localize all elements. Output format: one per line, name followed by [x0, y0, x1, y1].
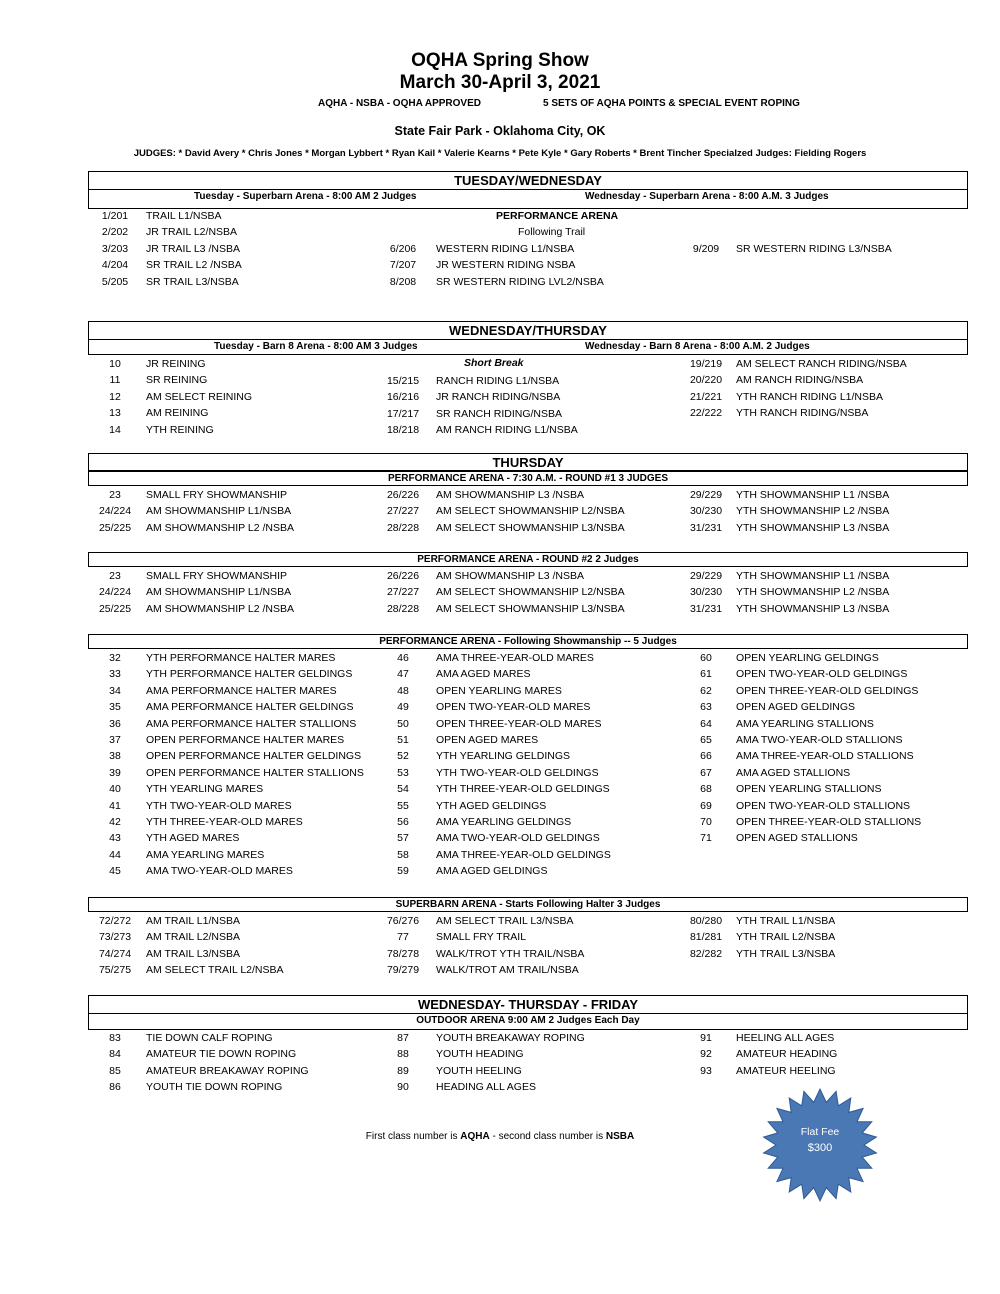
class-number: 29/229 [689, 489, 723, 501]
class-number: 21/221 [689, 390, 723, 403]
class-number: 31/231 [689, 521, 723, 534]
class-name: YTH TRAIL L1/NSBA [736, 915, 836, 927]
class-row [0, 830, 1000, 846]
class-number: 93 [700, 1064, 712, 1077]
round2-header: PERFORMANCE ARENA - ROUND #2 2 Judges [88, 552, 968, 567]
class-number: 27/227 [386, 586, 420, 599]
class-number: 46 [397, 652, 409, 664]
class-number: 30/230 [689, 505, 723, 518]
subheader-left: Tuesday - Barn 8 Arena - 8:00 AM 3 Judges [214, 341, 418, 352]
class-name: OPEN TWO-YEAR-OLD STALLIONS [736, 799, 911, 812]
class-number: 74/274 [98, 947, 132, 960]
class-name: OPEN YEARLING GELDINGS [736, 652, 879, 664]
class-number: 62 [700, 684, 712, 697]
class-number: 88 [397, 1048, 409, 1061]
class-row [0, 356, 1000, 372]
class-number: 11 [109, 374, 121, 387]
section-subheader [89, 340, 967, 355]
class-number: 55 [397, 799, 409, 812]
class-name: YTH AGED MARES [146, 832, 240, 845]
class-number: 73/273 [98, 931, 132, 944]
class-row [0, 1046, 1000, 1062]
section-title: WEDNESDAY/THURSDAY [89, 322, 967, 340]
class-name: OPEN YEARLING STALLIONS [736, 783, 882, 796]
class-row [0, 274, 1000, 290]
badge-line2: $300 [807, 1142, 833, 1154]
class-name: AM SHOWMANSHIP L2 /NSBA [146, 521, 295, 534]
class-number: 16/216 [386, 391, 420, 404]
class-number: 13 [109, 407, 121, 420]
class-number: 80/280 [689, 915, 723, 927]
class-number: 87 [397, 1032, 409, 1044]
class-name: YTH SHOWMANSHIP L2 /NSBA [736, 505, 890, 518]
section-tuesday-wednesday [88, 171, 968, 209]
class-name: YOUTH HEADING [436, 1048, 524, 1061]
class-name: YTH TRAIL L2/NSBA [736, 931, 836, 944]
class-name: AMATEUR HEELING [736, 1064, 836, 1077]
class-number: 53 [397, 766, 409, 779]
class-number: 44 [109, 848, 121, 861]
class-row [0, 422, 1000, 438]
class-name: WALK/TROT AM TRAIL/NSBA [436, 964, 579, 977]
class-name: AMA THREE-YEAR-OLD GELDINGS [436, 848, 611, 861]
class-number: 57 [397, 832, 409, 845]
class-number: 18/218 [386, 424, 420, 437]
class-number: 23 [109, 570, 121, 582]
section-wednesday-thursday [88, 321, 968, 355]
class-number: 38 [109, 750, 121, 763]
class-number: 67 [700, 766, 712, 779]
class-number: 79/279 [386, 964, 420, 977]
class-row [0, 487, 1000, 503]
class-name: AM SELECT SHOWMANSHIP L3/NSBA [436, 521, 625, 534]
class-row [0, 568, 1000, 584]
class-name: YTH RANCH RIDING L1/NSBA [736, 390, 884, 403]
judges-list: JUDGES: * David Avery * Chris Jones * Morgan Lybbert * Ryan Kail * Valerie Kearns * Pete Kyle * Gary Roberts * Brent Tincher Specialzed Judges: Fielding Rogers [133, 148, 867, 159]
class-number: 85 [109, 1064, 121, 1077]
class-row [0, 1063, 1000, 1079]
class-name: AMA YEARLING MARES [146, 848, 265, 861]
class-number: 6/206 [389, 243, 417, 255]
class-name: YTH SHOWMANSHIP L1 /NSBA [736, 489, 890, 501]
class-number: 12 [109, 390, 121, 403]
class-number: 83 [109, 1032, 121, 1044]
class-name: AMA AGED GELDINGS [436, 865, 548, 878]
class-name: OPEN YEARLING MARES [436, 684, 562, 697]
class-name: AMA AGED STALLIONS [736, 766, 851, 779]
class-name: OPEN PERFORMANCE HALTER GELDINGS [146, 750, 362, 763]
points-note: 5 SETS OF AQHA POINTS & SPECIAL EVENT ROPING [543, 98, 800, 109]
class-name: AM SHOWMANSHIP L3 /NSBA [436, 570, 585, 582]
class-number: 33 [109, 668, 121, 681]
class-name: HEELING ALL AGES [736, 1032, 835, 1044]
class-name: YTH SHOWMANSHIP L2 /NSBA [736, 586, 890, 599]
class-number: 19/219 [689, 358, 723, 370]
class-name: AM REINING [146, 407, 209, 420]
show-dates: March 30-April 3, 2021 [399, 72, 601, 93]
class-name: AM SELECT RANCH RIDING/NSBA [736, 358, 907, 370]
class-name: YTH TWO-YEAR-OLD GELDINGS [436, 766, 599, 779]
class-name: JR REINING [146, 358, 206, 370]
short-break-note: Short Break [464, 357, 524, 369]
class-number: 50 [397, 717, 409, 730]
class-name: JR TRAIL L2/NSBA [146, 226, 238, 239]
class-name: JR TRAIL L3 /NSBA [146, 242, 240, 255]
section-title: TUESDAY/WEDNESDAY [89, 172, 967, 190]
class-number: 29/229 [689, 570, 723, 582]
subheader-right: Wednesday - Barn 8 Arena - 8:00 A.M. 2 Judges [585, 341, 810, 352]
class-name: SR WESTERN RIDING L3/NSBA [736, 243, 892, 255]
class-number: 68 [700, 783, 712, 796]
class-name: AMATEUR BREAKAWAY ROPING [146, 1064, 309, 1077]
class-row [0, 503, 1000, 519]
class-name: AMA TWO-YEAR-OLD STALLIONS [736, 734, 903, 746]
class-name: YOUTH TIE DOWN ROPING [146, 1081, 283, 1094]
class-row [0, 372, 1000, 388]
badge-line1: Flat Fee [800, 1126, 840, 1138]
class-name: RANCH RIDING L1/NSBA [436, 375, 560, 387]
note-mid: - second class number is [489, 1131, 606, 1142]
class-name: YOUTH BREAKAWAY ROPING [436, 1032, 585, 1044]
class-number: 1/201 [101, 210, 129, 222]
class-name: JR WESTERN RIDING NSBA [436, 259, 576, 272]
note-nsba: NSBA [605, 1131, 635, 1142]
class-row [0, 929, 1000, 945]
class-row [0, 257, 1000, 273]
class-name: YTH PERFORMANCE HALTER MARES [146, 652, 336, 664]
class-row [0, 765, 1000, 781]
class-number: 28/228 [386, 602, 420, 615]
class-name: AM SHOWMANSHIP L1/NSBA [146, 505, 292, 518]
class-name: YTH THREE-YEAR-OLD GELDINGS [436, 783, 610, 796]
class-name: YTH YEARLING MARES [146, 783, 264, 796]
class-name: YTH TRAIL L3/NSBA [736, 947, 836, 960]
class-row [0, 781, 1000, 797]
class-row [0, 584, 1000, 600]
class-number: 14 [109, 423, 121, 436]
class-row [0, 913, 1000, 929]
class-number: 27/227 [386, 505, 420, 518]
class-name: AM TRAIL L2/NSBA [146, 931, 240, 944]
class-number: 84 [109, 1048, 121, 1061]
note-aqha: AQHA [460, 1131, 490, 1142]
class-number: 17/217 [386, 407, 420, 420]
class-number: 41 [109, 799, 121, 812]
class-number: 23 [109, 489, 121, 501]
class-number: 8/208 [389, 275, 417, 288]
class-row [0, 946, 1000, 962]
class-row [0, 601, 1000, 617]
class-name: AMA TWO-YEAR-OLD GELDINGS [436, 832, 600, 845]
class-name: AM RANCH RIDING L1/NSBA [436, 424, 578, 437]
class-number: 66 [700, 750, 712, 763]
class-number: 60 [700, 652, 712, 664]
class-row [0, 405, 1000, 421]
class-number: 30/230 [689, 586, 723, 599]
class-number: 90 [397, 1081, 409, 1094]
class-name: OPEN THREE-YEAR-OLD GELDINGS [736, 684, 919, 697]
class-number: 65 [700, 734, 712, 746]
class-name: TRAIL L1/NSBA [146, 210, 222, 222]
class-number: 22/222 [689, 407, 723, 420]
class-number: 4/204 [101, 259, 129, 272]
class-number: 5/205 [101, 275, 129, 288]
class-name: OPEN THREE-YEAR-OLD MARES [436, 717, 602, 730]
class-number: 51 [397, 734, 409, 746]
class-number: 26/226 [386, 489, 420, 501]
class-number: 82/282 [689, 947, 723, 960]
class-name: SR REINING [146, 374, 208, 387]
class-name: SR TRAIL L2 /NSBA [146, 259, 242, 272]
class-name: SR WESTERN RIDING LVL2/NSBA [436, 275, 604, 288]
class-row [0, 699, 1000, 715]
class-row [0, 732, 1000, 748]
class-row [0, 241, 1000, 257]
class-name: AMA YEARLING STALLIONS [736, 717, 874, 730]
class-name: AM SELECT SHOWMANSHIP L2/NSBA [436, 586, 625, 599]
superbarn-header: SUPERBARN ARENA - Starts Following Halter 3 Judges [88, 897, 968, 912]
class-row [0, 208, 1000, 224]
section-thursday [88, 453, 968, 471]
class-name: YOUTH HEELING [436, 1064, 522, 1077]
class-number: 76/276 [386, 915, 420, 927]
class-name: AMA TWO-YEAR-OLD MARES [146, 865, 293, 878]
class-name: OPEN AGED GELDINGS [736, 701, 856, 714]
class-name: YTH YEARLING GELDINGS [436, 750, 571, 763]
class-number: 48 [397, 684, 409, 697]
class-number: 25/225 [98, 521, 132, 534]
approval-note: AQHA - NSBA - OQHA APPROVED [318, 98, 481, 109]
class-name: AMA PERFORMANCE HALTER GELDINGS [146, 701, 354, 714]
class-row [0, 863, 1000, 879]
class-number: 2/202 [101, 226, 129, 239]
class-name: YTH RANCH RIDING/NSBA [736, 407, 869, 420]
class-name: AMATEUR TIE DOWN ROPING [146, 1048, 297, 1061]
class-name: AM RANCH RIDING/NSBA [736, 374, 864, 387]
class-name: YTH PERFORMANCE HALTER GELDINGS [146, 668, 353, 681]
class-number: 89 [397, 1064, 409, 1077]
class-name: WALK/TROT YTH TRAIL/NSBA [436, 947, 585, 960]
class-name: AM SELECT TRAIL L2/NSBA [146, 964, 284, 977]
section-subheader: OUTDOOR ARENA 9:00 AM 2 Judges Each Day [416, 1015, 640, 1026]
class-name: YTH REINING [146, 423, 214, 436]
subheader-left: Tuesday - Superbarn Arena - 8:00 AM 2 Judges [194, 191, 417, 202]
class-row [0, 748, 1000, 764]
class-name: AM SELECT SHOWMANSHIP L3/NSBA [436, 602, 625, 615]
class-name: YTH TWO-YEAR-OLD MARES [146, 799, 292, 812]
note-pre: First class number is [365, 1131, 461, 1142]
class-name: OPEN TWO-YEAR-OLD GELDINGS [736, 668, 908, 681]
section-wed-thu-fri [88, 995, 968, 1030]
class-number: 49 [397, 701, 409, 714]
class-number: 56 [397, 816, 409, 828]
class-name: OPEN PERFORMANCE HALTER MARES [146, 734, 345, 746]
class-name: OPEN AGED MARES [436, 734, 539, 746]
class-number: 72/272 [98, 915, 132, 927]
class-number: 43 [109, 832, 121, 845]
class-number: 35 [109, 701, 121, 714]
class-row [0, 814, 1000, 830]
class-name: OPEN AGED STALLIONS [736, 832, 858, 845]
class-number: 25/225 [98, 602, 132, 615]
class-row [0, 666, 1000, 682]
class-name: OPEN PERFORMANCE HALTER STALLIONS [146, 766, 364, 779]
class-row [0, 683, 1000, 699]
round1-header: PERFORMANCE ARENA - 7:30 A.M. - ROUND #1 3 JUDGES [88, 471, 968, 486]
class-row [0, 520, 1000, 536]
class-number: 81/281 [689, 931, 723, 944]
class-name: AM SELECT REINING [146, 390, 252, 403]
class-name: OPEN TWO-YEAR-OLD MARES [436, 701, 591, 714]
class-name: AMA THREE-YEAR-OLD STALLIONS [736, 750, 914, 763]
class-number: 52 [397, 750, 409, 763]
class-number: 24/224 [98, 586, 132, 599]
class-name: HEADING ALL AGES [436, 1081, 536, 1094]
class-number: 63 [700, 701, 712, 714]
following-trail-note: Following Trail [518, 226, 586, 238]
class-number: 61 [700, 668, 712, 681]
class-name: JR RANCH RIDING/NSBA [436, 391, 561, 404]
class-name: AM SELECT SHOWMANSHIP L2/NSBA [436, 505, 625, 518]
class-number: 91 [700, 1032, 712, 1044]
class-number: 36 [109, 717, 121, 730]
class-name: YTH SHOWMANSHIP L3 /NSBA [736, 602, 890, 615]
class-name: AM SHOWMANSHIP L1/NSBA [146, 586, 292, 599]
class-number: 77 [397, 931, 409, 944]
class-number: 26/226 [386, 570, 420, 582]
performance-arena-heading: PERFORMANCE ARENA [496, 210, 619, 222]
class-number: 10 [109, 358, 121, 370]
class-number: 40 [109, 783, 121, 796]
class-number: 86 [109, 1081, 121, 1094]
class-name: YTH SHOWMANSHIP L1 /NSBA [736, 570, 890, 582]
class-name: AM TRAIL L1/NSBA [146, 915, 240, 927]
class-name: YTH AGED GELDINGS [436, 799, 547, 812]
class-row [0, 650, 1000, 666]
class-name: SR TRAIL L3/NSBA [146, 275, 239, 288]
class-name: AMA YEARLING GELDINGS [436, 816, 572, 828]
class-row [0, 389, 1000, 405]
class-number: 39 [109, 766, 121, 779]
class-number: 69 [700, 799, 712, 812]
venue: State Fair Park - Oklahoma City, OK [394, 124, 606, 138]
class-name: AMA THREE-YEAR-OLD MARES [436, 652, 594, 664]
class-name: SR RANCH RIDING/NSBA [436, 407, 563, 420]
class-number: 32 [109, 652, 121, 664]
class-number: 42 [109, 816, 121, 828]
class-row [0, 847, 1000, 863]
class-number: 92 [700, 1048, 712, 1061]
class-name: AMATEUR HEADING [736, 1048, 838, 1061]
subheader-right: Wednesday - Superbarn Arena - 8:00 A.M. 3 Judges [585, 191, 829, 202]
class-row [0, 224, 1000, 240]
class-number: 28/228 [386, 521, 420, 534]
class-number: 37 [109, 734, 121, 746]
class-name: YTH THREE-YEAR-OLD MARES [146, 816, 303, 828]
class-name: AM TRAIL L3/NSBA [146, 947, 240, 960]
class-name: WESTERN RIDING L1/NSBA [436, 243, 575, 255]
section-title: WEDNESDAY- THURSDAY - FRIDAY [89, 996, 967, 1014]
class-number: 9/209 [692, 243, 720, 255]
class-number: 58 [397, 848, 409, 861]
class-name: AM SELECT TRAIL L3/NSBA [436, 915, 574, 927]
class-name: SMALL FRY SHOWMANSHIP [146, 570, 288, 582]
class-name: AM SHOWMANSHIP L2 /NSBA [146, 602, 295, 615]
class-number: 71 [700, 832, 712, 845]
class-row [0, 1030, 1000, 1046]
class-number: 45 [109, 865, 121, 878]
page-title: OQHA Spring Show [411, 50, 589, 71]
class-row [0, 798, 1000, 814]
class-number: 54 [397, 783, 409, 796]
class-number: 24/224 [98, 505, 132, 518]
class-name: SMALL FRY SHOWMANSHIP [146, 489, 288, 501]
class-row [0, 716, 1000, 732]
class-name: AMA PERFORMANCE HALTER STALLIONS [146, 717, 357, 730]
class-number: 47 [397, 668, 409, 681]
class-name: AM SHOWMANSHIP L3 /NSBA [436, 489, 585, 501]
class-name: SMALL FRY TRAIL [436, 931, 527, 944]
halter-header: PERFORMANCE ARENA - Following Showmanship -- 5 Judges [88, 634, 968, 649]
class-number: 3/203 [101, 242, 129, 255]
section-title: THURSDAY [492, 455, 564, 470]
class-number: 75/275 [98, 964, 132, 977]
class-name: OPEN THREE-YEAR-OLD STALLIONS [736, 816, 922, 828]
class-number: 15/215 [386, 375, 420, 387]
class-number: 20/220 [689, 374, 723, 387]
class-number: 70 [700, 816, 712, 828]
class-name: YTH SHOWMANSHIP L3 /NSBA [736, 521, 890, 534]
class-number: 78/278 [386, 947, 420, 960]
class-row [0, 962, 1000, 978]
class-number: 31/231 [689, 602, 723, 615]
class-number: 59 [397, 865, 409, 878]
class-number: 7/207 [389, 259, 417, 272]
class-name: AMA AGED MARES [436, 668, 531, 681]
class-name: AMA PERFORMANCE HALTER MARES [146, 684, 337, 697]
class-number: 34 [109, 684, 121, 697]
class-number: 64 [700, 717, 712, 730]
flat-fee-badge [760, 1088, 880, 1202]
class-name: TIE DOWN CALF ROPING [146, 1032, 273, 1044]
section-subheader [89, 190, 967, 205]
